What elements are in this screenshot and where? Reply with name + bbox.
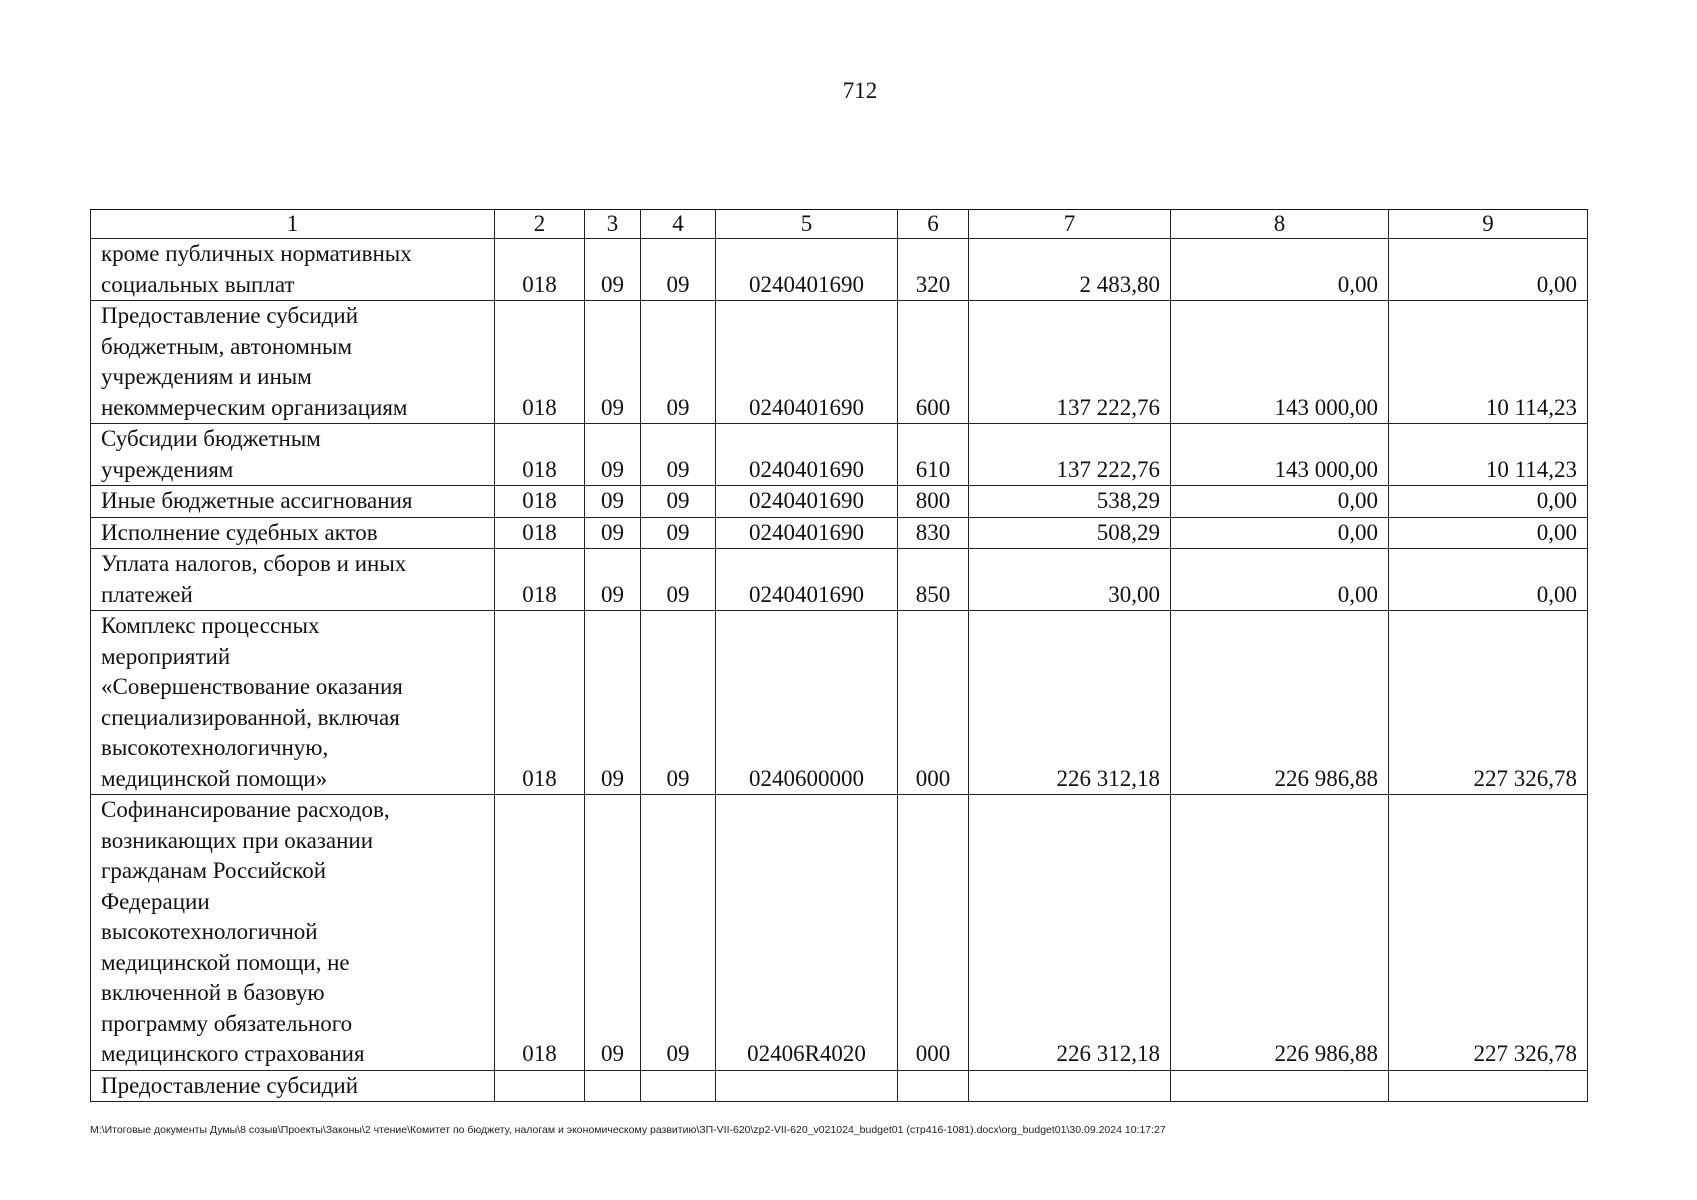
amount-cell: 227 326,78 [1389,795,1588,1071]
table-row [91,549,1588,611]
code-cell: 09 [585,517,641,549]
amount-cell: 30,00 [969,549,1171,611]
amount-cell: 2 483,80 [969,239,1171,301]
row-name-cell: Иные бюджетные ассигнования [91,486,495,518]
row-name-cell: Предоставление субсидий [91,1070,495,1102]
code-cell: 320 [898,239,969,301]
amount-cell [1171,1070,1389,1102]
code-cell: 600 [898,301,969,424]
header-cell: 4 [641,210,716,239]
code-cell: 000 [898,611,969,795]
code-cell: 09 [641,424,716,486]
table-row [91,611,1588,795]
code-cell: 830 [898,517,969,549]
amount-cell: 137 222,76 [969,301,1171,424]
code-cell: 09 [641,239,716,301]
row-name-cell: Уплата налогов, сборов и иных платежей [91,549,495,611]
amount-cell: 226 986,88 [1171,611,1389,795]
amount-cell: 10 114,23 [1389,301,1588,424]
code-cell [898,1070,969,1102]
amount-cell: 0,00 [1389,486,1588,518]
code-cell: 09 [641,549,716,611]
code-cell: 800 [898,486,969,518]
code-cell: 610 [898,424,969,486]
code-cell [495,1070,585,1102]
amount-cell: 0,00 [1171,549,1389,611]
table-row [91,1070,1588,1102]
header-cell: 5 [716,210,898,239]
amount-cell: 538,29 [969,486,1171,518]
code-cell: 018 [495,549,585,611]
amount-cell: 0,00 [1171,486,1389,518]
code-cell: 018 [495,486,585,518]
page-number: 712 [842,78,878,103]
code-cell: 000 [898,795,969,1071]
code-cell: 09 [641,795,716,1071]
code-cell: 0240401690 [716,517,898,549]
row-name-cell: Исполнение судебных актов [91,517,495,549]
row-name-cell: кроме публичных нормативных социальных выплат [91,239,495,301]
code-cell [716,1070,898,1102]
amount-cell: 226 312,18 [969,611,1171,795]
amount-cell [1389,1070,1588,1102]
code-cell: 018 [495,611,585,795]
code-cell: 0240600000 [716,611,898,795]
code-cell: 09 [641,301,716,424]
table-row [91,239,1588,301]
document-file-path: М:\Итоговые документы Думы\8 созыв\Проекты\Законы\2 чтение\Комитет по бюджету, налогам и экономическому развитию\ЗП-VII-620\zp2-VII-620_v021024_budget01 (стр416-1081).docx\org_budget01\30.09.2024 10:17:27 [90,1124,1166,1136]
code-cell: 0240401690 [716,424,898,486]
row-name-cell: Предоставление субсидий бюджетным, автономным учреждениям и иным некоммерческим организациям [91,301,495,424]
code-cell: 09 [585,239,641,301]
amount-cell: 226 312,18 [969,795,1171,1071]
row-name-cell: Субсидии бюджетным учреждениям [91,424,495,486]
header-cell: 1 [91,210,495,239]
code-cell: 018 [495,795,585,1071]
header-cell: 3 [585,210,641,239]
amount-cell: 0,00 [1389,549,1588,611]
amount-cell: 0,00 [1389,517,1588,549]
code-cell: 09 [585,549,641,611]
amount-cell: 0,00 [1171,239,1389,301]
amount-cell: 143 000,00 [1171,301,1389,424]
header-cell: 8 [1171,210,1389,239]
row-name-cell: Комплекс процессных мероприятий «Совершенствование оказания специализированной, включая высокотехнологичную, медицинской помощи» [91,611,495,795]
header-cell: 7 [969,210,1171,239]
code-cell: 09 [641,611,716,795]
table-row [91,795,1588,1071]
code-cell: 0240401690 [716,239,898,301]
code-cell: 0240401690 [716,486,898,518]
code-cell: 09 [641,517,716,549]
header-cell: 9 [1389,210,1588,239]
code-cell: 018 [495,424,585,486]
amount-cell: 143 000,00 [1171,424,1389,486]
table-row [91,424,1588,486]
code-cell: 09 [585,486,641,518]
amount-cell: 227 326,78 [1389,611,1588,795]
header-cell: 2 [495,210,585,239]
amount-cell: 226 986,88 [1171,795,1389,1071]
code-cell: 09 [641,486,716,518]
code-cell: 09 [585,611,641,795]
code-cell: 09 [585,795,641,1071]
amount-cell: 10 114,23 [1389,424,1588,486]
code-cell: 018 [495,517,585,549]
row-name-cell: Софинансирование расходов, возникающих при оказании гражданам Российской Федерации высокотехнологичной медицинской помощи, не включенной в базовую программу обязательного медицинского страхования [91,795,495,1071]
table-row [91,517,1588,549]
code-cell [585,1070,641,1102]
table-row [91,301,1588,424]
code-cell: 018 [495,239,585,301]
code-cell: 09 [585,424,641,486]
header-cell: 6 [898,210,969,239]
code-cell: 018 [495,301,585,424]
amount-cell: 137 222,76 [969,424,1171,486]
code-cell: 850 [898,549,969,611]
amount-cell [969,1070,1171,1102]
code-cell: 02406R4020 [716,795,898,1071]
code-cell [641,1070,716,1102]
table-row [91,486,1588,518]
amount-cell: 0,00 [1171,517,1389,549]
code-cell: 0240401690 [716,301,898,424]
code-cell: 0240401690 [716,549,898,611]
header-row [91,210,1588,239]
amount-cell: 508,29 [969,517,1171,549]
budget-table [90,209,1588,1102]
amount-cell: 0,00 [1389,239,1588,301]
code-cell: 09 [585,301,641,424]
